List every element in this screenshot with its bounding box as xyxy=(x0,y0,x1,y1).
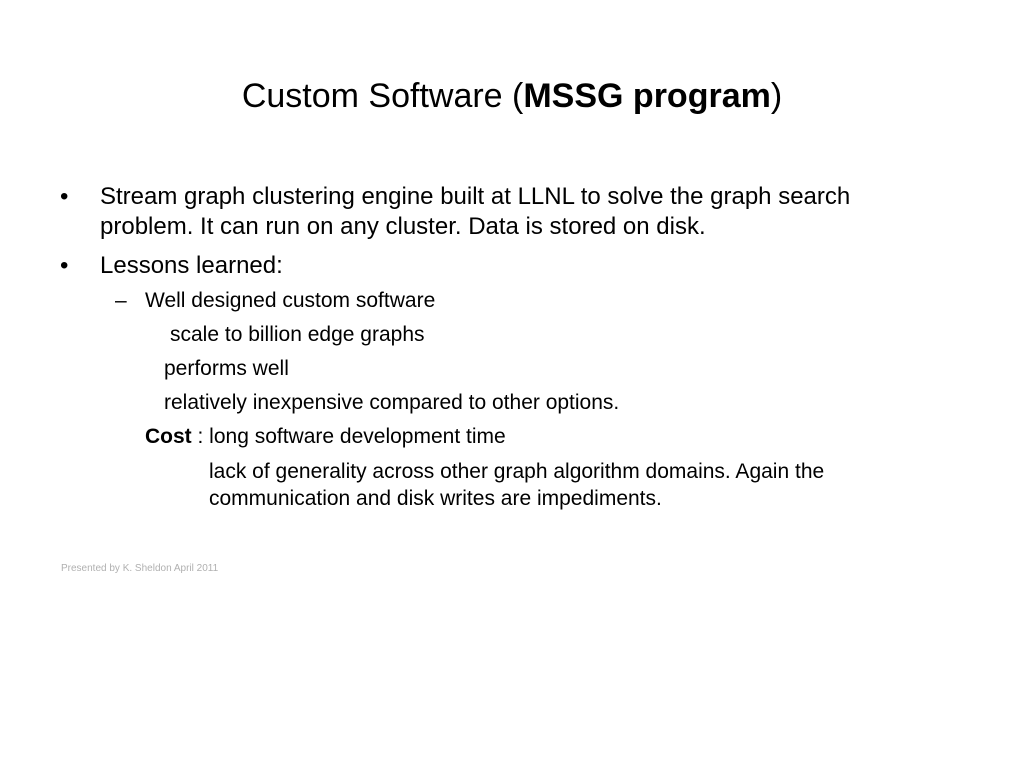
bullet-item-lessons xyxy=(60,251,950,281)
slide-footer: Presented by K. Sheldon April 2011 xyxy=(61,563,219,574)
bullet-marker: • xyxy=(60,252,69,279)
bullet-marker: • xyxy=(60,183,69,210)
slide-title xyxy=(0,72,1024,120)
sub-bullet-text: Well designed custom software xyxy=(145,289,436,312)
sub-bullet-item xyxy=(115,287,965,314)
lesson-line-scale: scale to billion edge graphs xyxy=(170,323,425,346)
bullet-text: Lessons learned: xyxy=(100,252,283,279)
cost-line xyxy=(145,423,506,450)
bullet-text: Stream graph clustering engine built at LLNL to solve the graph search problem. It can run on any cluster. Data is stored on disk. xyxy=(100,183,851,240)
title-suffix: ) xyxy=(770,77,783,115)
title-prefix: Custom Software ( xyxy=(241,77,524,115)
bullet-item-engine xyxy=(60,182,950,242)
lesson-line-cost-compare: relatively inexpensive compared to other options. xyxy=(164,391,620,414)
title-bold: MSSG program xyxy=(523,77,771,115)
dash-marker: – xyxy=(115,289,127,312)
lesson-line-performance: performs well xyxy=(164,357,289,380)
lesson-line-generality: lack of generality across other graph algorithm domains. Again the communication and disk writes are impediments. xyxy=(209,460,825,510)
cost-label: Cost xyxy=(145,425,192,448)
cost-text: : long software development time xyxy=(191,425,506,448)
